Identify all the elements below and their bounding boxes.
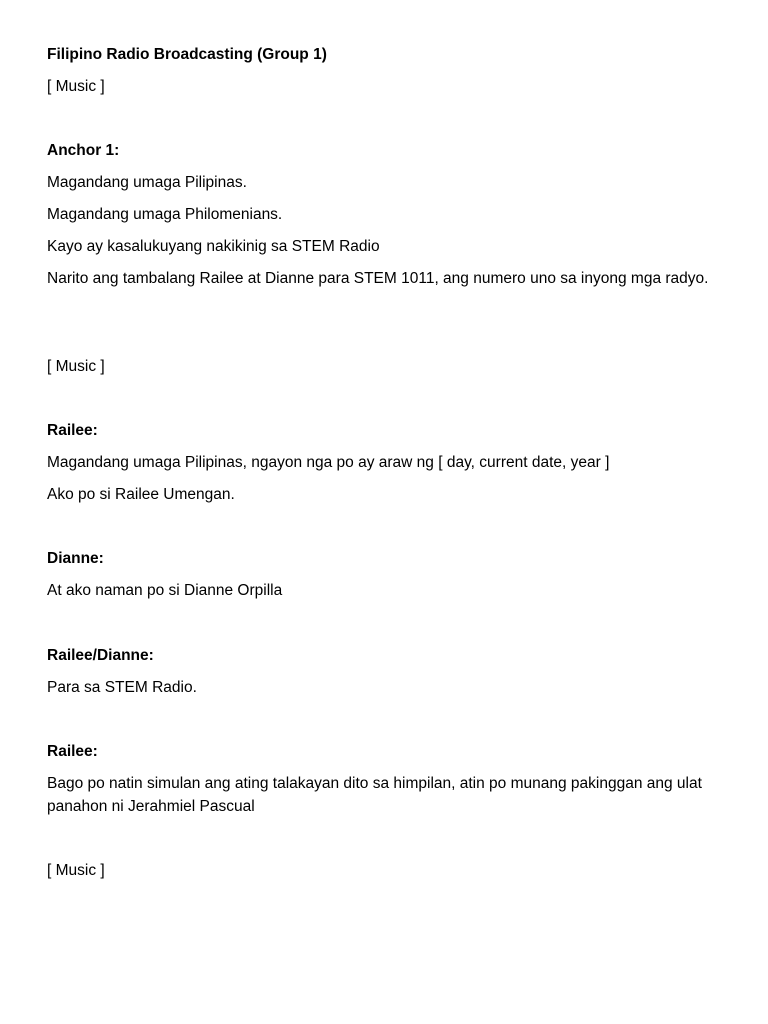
script-line: Ako po si Railee Umengan. bbox=[47, 486, 235, 503]
script-line: Magandang umaga Pilipinas, ngayon nga po ay araw ng [ day, current date, year ] bbox=[47, 454, 610, 471]
stage-direction-music: [ Music ] bbox=[47, 358, 105, 375]
script-line: Magandang umaga Philomenians. bbox=[47, 206, 283, 223]
script-line: Magandang umaga Pilipinas. bbox=[47, 174, 247, 191]
speaker-label-dianne: Dianne: bbox=[47, 550, 104, 567]
script-line: Bago po natin simulan ang ating talakayan dito sa himpilan, atin po munang pakinggan ang ulat panahon ni Jerahmiel Pascual bbox=[47, 775, 702, 815]
document-title: Filipino Radio Broadcasting (Group 1) bbox=[47, 46, 327, 63]
script-line: At ako naman po si Dianne Orpilla bbox=[47, 582, 283, 599]
stage-direction-music: [ Music ] bbox=[47, 862, 105, 879]
speaker-label-railee-dianne: Railee/Dianne: bbox=[47, 647, 154, 664]
speaker-label-railee: Railee: bbox=[47, 422, 98, 439]
script-line: Narito ang tambalang Railee at Dianne para STEM 1011, ang numero uno sa inyong mga radyo. bbox=[47, 270, 709, 287]
stage-direction-music: [ Music ] bbox=[47, 78, 105, 95]
script-line: Para sa STEM Radio. bbox=[47, 679, 197, 696]
script-line: Kayo ay kasalukuyang nakikinig sa STEM Radio bbox=[47, 238, 380, 255]
speaker-label-railee: Railee: bbox=[47, 743, 98, 760]
speaker-label-anchor-1: Anchor 1: bbox=[47, 142, 120, 159]
